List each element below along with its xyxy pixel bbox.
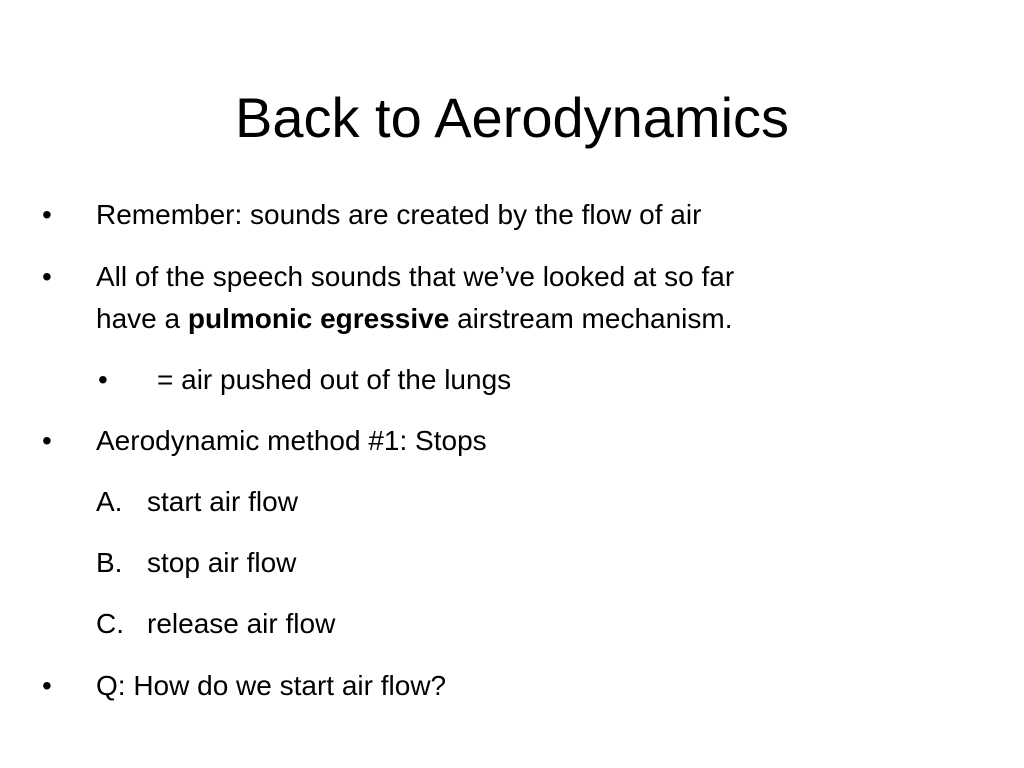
bullet-marker: •	[42, 670, 52, 701]
bullet-text: Aerodynamic method #1: Stops	[96, 425, 487, 456]
bullet-text-prefix: have a	[96, 303, 188, 334]
bullet-marker: •	[42, 425, 52, 456]
step-text: start air flow	[147, 486, 298, 517]
step-marker-c: C.	[96, 608, 124, 639]
bullet-text-line2	[96, 298, 732, 340]
bullet-marker: •	[42, 261, 52, 292]
bullet-text: Remember: sounds are created by the flow of air	[96, 199, 702, 230]
step-marker-b: B.	[96, 547, 123, 578]
step-text: stop air flow	[147, 547, 297, 578]
bullet-marker: •	[42, 199, 52, 230]
slide-title: Back to Aerodynamics	[234, 86, 790, 149]
step-text: release air flow	[147, 608, 336, 639]
bullet-text-line1: All of the speech sounds that we’ve looked at so far	[96, 261, 735, 292]
bold-term: pulmonic egressive	[187, 303, 450, 334]
bullet-text-suffix: airstream mechanism.	[449, 303, 733, 334]
bullet-text: Q: How do we start air flow?	[96, 670, 447, 701]
sub-bullet-marker: •	[98, 364, 108, 395]
step-marker-a: A.	[96, 486, 123, 517]
sub-bullet-text: = air pushed out of the lungs	[157, 364, 512, 395]
